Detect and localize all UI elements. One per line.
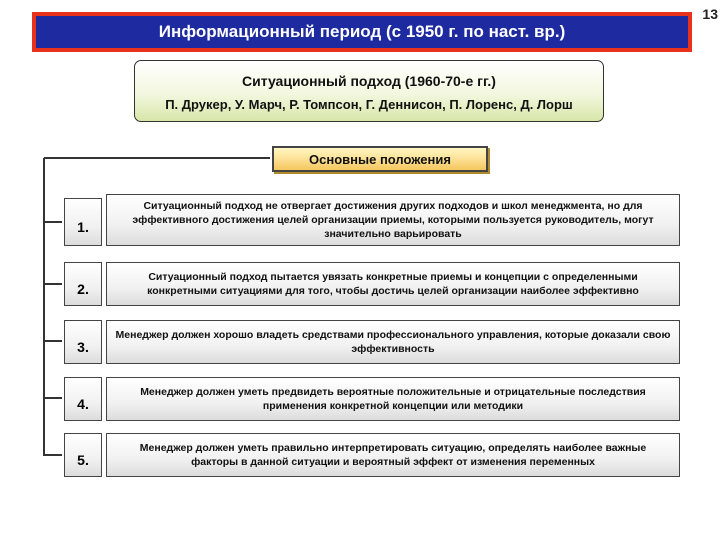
slide-number: 13 [702,6,718,22]
principles-label: Основные положения [272,146,488,172]
approach-authors: П. Друкер, У. Марч, Р. Томпсон, Г. Деннисон, П. Лоренс, Д. Лорш [165,97,573,112]
item-text: Менеджер должен хорошо владеть средствами профессионального управления, которые доказали свою эффективность [106,320,680,364]
item-number: 3. [64,320,102,364]
item-text: Ситуационный подход не отвергает достижения других подходов и школ менеджмента, но для эффективного достижения целей организации приемы, которыми пользуется руководитель, могут значительно варьировать [106,194,680,246]
item-number: 4. [64,377,102,421]
item-number: 1. [64,198,102,246]
period-title: Информационный период (с 1950 г. по наст. вр.) [32,12,692,52]
item-text: Менеджер должен уметь правильно интерпретировать ситуацию, определять наиболее важные факторы в данной ситуации и вероятный эффект от изменения переменных [106,433,680,477]
approach-title: Ситуационный подход (1960-70-е гг.) [242,73,496,89]
item-text: Менеджер должен уметь предвидеть вероятные положительные и отрицательные последствия применения конкретной концепции или методики [106,377,680,421]
item-text: Ситуационный подход пытается увязать конкретные приемы и концепции с определенными конкретными ситуациями для того, чтобы достичь целей организации наиболее эффективно [106,262,680,306]
item-number: 5. [64,433,102,477]
item-number: 2. [64,262,102,306]
